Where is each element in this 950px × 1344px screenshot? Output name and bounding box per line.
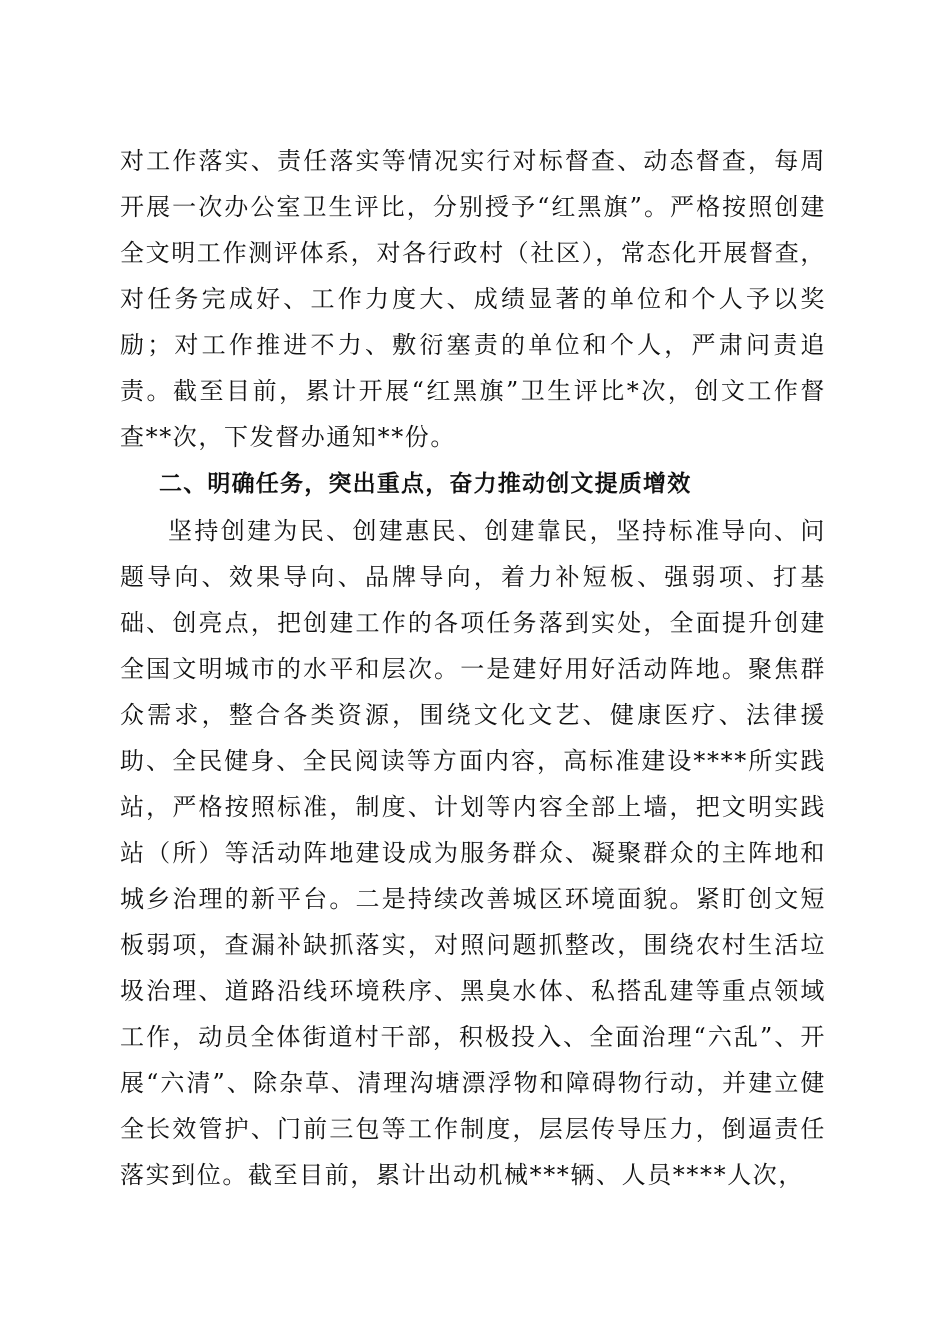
paragraph-section-two: 坚持创建为民、创建惠民、创建靠民，坚持标准导向、问题导向、效果导向、品牌导向，着力补短板、强弱项、打基础、创亮点，把创建工作的各项任务落到实处，全面提升创建全国文明城市的水平和层次。一是建好用好活动阵地。聚焦群众需求，整合各类资源，围绕文化文艺、健康医疗、法律援助、全民健身、全民阅读等方面内容，高标准建设****所实践站，严格按照标准，制度、计划等内容全部上墙，把文明实践站（所）等活动阵地建设成为服务群众、凝聚群众的主阵地和城乡治理的新平台。二是持续改善城区环境面貌。紧盯创文短板弱项，查漏补缺抓落实，对照问题抓整改，围绕农村生活垃圾治理、道路沿线环境秩序、黑臭水体、私搭乱建等重点领域工作，动员全体街道村干部，积极投入、全面治理“六乱”、开展“六清”、除杂草、清理沟塘漂浮物和障碍物行动，并建立健全长效管护、门前三包等工作制度，层层传导压力，倒逼责任落实到位。截至目前，累计出动机械***辆、人员****人次，	[120, 517, 826, 1189]
paragraph-continued: 对工作落实、责任落实等情况实行对标督查、动态督查，每周开展一次办公室卫生评比，分别授予“红黑旗”。严格按照创建全文明工作测评体系，对各行政村（社区），常态化开展督查，对任务完成好、工作力度大、成绩显著的单位和个人予以奖励；对工作推进不力、敷衍塞责的单位和个人，严肃问责追责。截至目前，累计开展“红黑旗”卫生评比*次，创文工作督查**次，下发督办通知**份。	[120, 147, 826, 451]
document-body	[120, 138, 826, 1198]
section-heading: 二、明确任务，突出重点，奋力推动创文提质增效	[159, 471, 692, 497]
